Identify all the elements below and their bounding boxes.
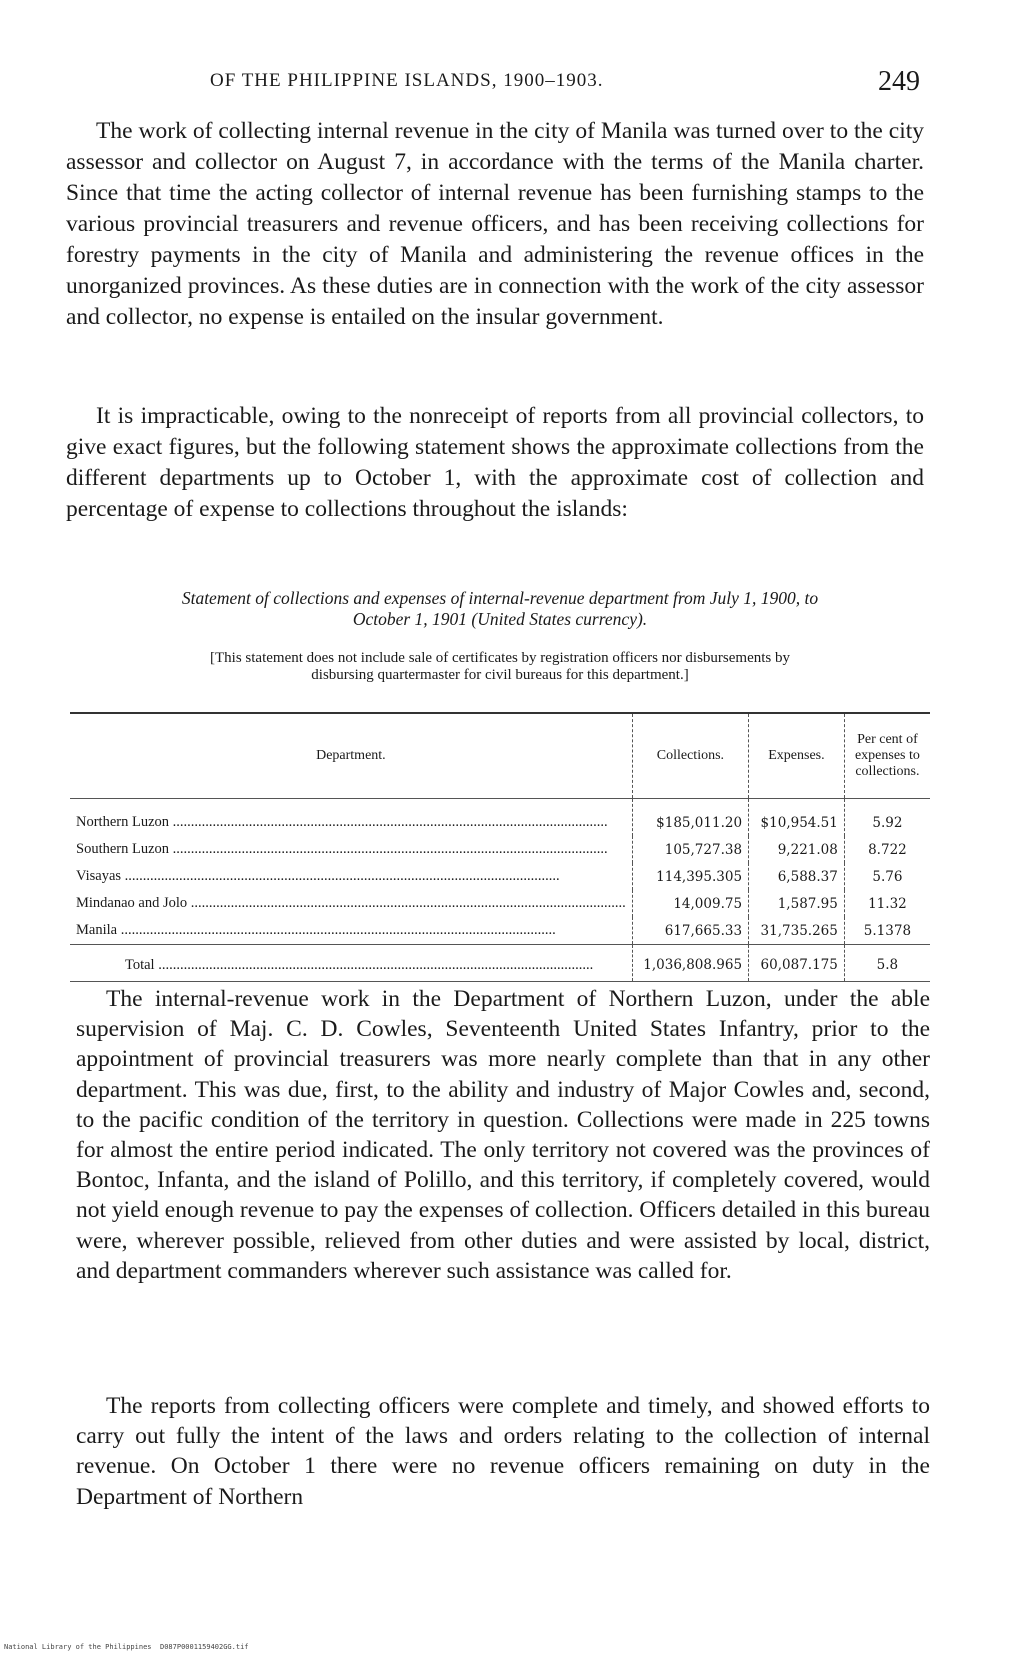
cell-total-expenses: 60,087.175 bbox=[749, 945, 845, 982]
table-caption-line: Statement of collections and expenses of internal-revenue department from July 1, 1900, to bbox=[181, 588, 819, 608]
cell-expenses: $10,954.51 bbox=[749, 799, 845, 837]
table-total-row bbox=[70, 945, 930, 982]
cell-collections: 114,395.305 bbox=[632, 863, 748, 890]
paragraph-statement-intro: It is impracticable, owing to the nonreceipt of reports from all provincial collectors, to give exact figures, but the following statement shows the approximate collections from the different departments up to October 1, with the approximate cost of collection and percentage of expense to collections throughout the islands: bbox=[66, 403, 924, 522]
cell-collections: 14,009.75 bbox=[632, 890, 748, 917]
table-note-line: disbursing quartermaster for civil bureaus for this department.] bbox=[311, 667, 689, 683]
cell-department: Manila ........................................................................................................................ bbox=[76, 922, 556, 938]
table-note bbox=[70, 650, 930, 684]
page-number: 249 bbox=[878, 66, 920, 97]
cell-total-collections: 1,036,808.965 bbox=[632, 945, 748, 982]
cell-expenses: 6,588.37 bbox=[749, 863, 845, 890]
table-caption-line: October 1, 1901 (United States currency). bbox=[352, 609, 648, 629]
table-row bbox=[70, 836, 930, 863]
cell-department: Southern Luzon ........................................................................................................................ bbox=[76, 841, 608, 857]
cell-collections: 105,727.38 bbox=[632, 836, 748, 863]
collections-expenses-table bbox=[70, 712, 930, 982]
cell-department: Mindanao and Jolo ........................................................................................................................ bbox=[76, 895, 626, 911]
header-percent: Per cent of expenses to collections. bbox=[844, 713, 930, 799]
paragraph-reports: The reports from collecting officers were complete and timely, and showed efforts to carry out fully the intent of the laws and orders relating to the collection of internal revenue. On October 1 there were no revenue officers remaining on duty in the Department of Northern bbox=[76, 1393, 930, 1510]
cell-percent: 11.32 bbox=[844, 890, 930, 917]
header-collections: Collections. bbox=[632, 713, 748, 799]
cell-percent: 5.76 bbox=[844, 863, 930, 890]
header-department: Department. bbox=[70, 713, 632, 799]
cell-expenses: 31,735.265 bbox=[749, 917, 845, 945]
paragraph-northern-luzon: The internal-revenue work in the Department of Northern Luzon, under the able supervision of Maj. C. D. Cowles, Seventeenth United States Infantry, prior to the appointment of provincial treasurers was more nearly complete than that in any other department. This was due, first, to the ability and industry of Major Cowles and, second, to the pacific condition of the territory in question. Collections were made in 225 towns for almost the entire period indicated. The only territory not covered was the provinces of Bontoc, Infanta, and the island of Polillo, and this territory, if completely covered, would not yield enough revenue to pay the expenses of collection. Officers detailed in this bureau were, wherever possible, relieved from other duties and were assisted by local, district, and department commanders wherever such assistance was called for. bbox=[76, 986, 930, 1284]
header-expenses: Expenses. bbox=[749, 713, 845, 799]
cell-expenses: 1,587.95 bbox=[749, 890, 845, 917]
cell-total-percent: 5.8 bbox=[844, 945, 930, 982]
table-note-line: [This statement does not include sale of certificates by registration officers nor disbursements by bbox=[210, 650, 790, 666]
paragraph-manila-collection: The work of collecting internal revenue in the city of Manila was turned over to the city assessor and collector on August 7, in accordance with the terms of the Manila charter. Since that time the acting collector of internal revenue has been furnishing stamps to the various provincial treasurers and revenue officers, and has been receiving collections for forestry payments in the city of Manila and administering the revenue offices in the unorganized provinces. As these duties are in connection with the work of the city assessor and collector, no expense is entailed on the insular government. bbox=[66, 118, 924, 330]
cell-total-label: Total ........................................................................................................................ bbox=[70, 945, 632, 982]
cell-department: Northern Luzon ........................................................................................................................ bbox=[76, 814, 608, 830]
table-row bbox=[70, 890, 930, 917]
table-caption bbox=[70, 588, 930, 630]
table-row bbox=[70, 917, 930, 945]
running-title: OF THE PHILIPPINE ISLANDS, 1900–1903. bbox=[210, 70, 604, 91]
cell-expenses: 9,221.08 bbox=[749, 836, 845, 863]
table-row bbox=[70, 799, 930, 837]
cell-collections: $185,011.20 bbox=[632, 799, 748, 837]
cell-collections: 617,665.33 bbox=[632, 917, 748, 945]
table-header-row bbox=[70, 713, 930, 799]
cell-percent: 5.1378 bbox=[844, 917, 930, 945]
cell-percent: 5.92 bbox=[844, 799, 930, 837]
footer-file-id: D087P0001159402GG.tif bbox=[160, 1643, 249, 1651]
cell-percent: 8.722 bbox=[844, 836, 930, 863]
footer-library: National Library of the Philippines bbox=[4, 1643, 152, 1651]
cell-department: Visayas ........................................................................................................................ bbox=[76, 868, 560, 884]
table-row bbox=[70, 863, 930, 890]
